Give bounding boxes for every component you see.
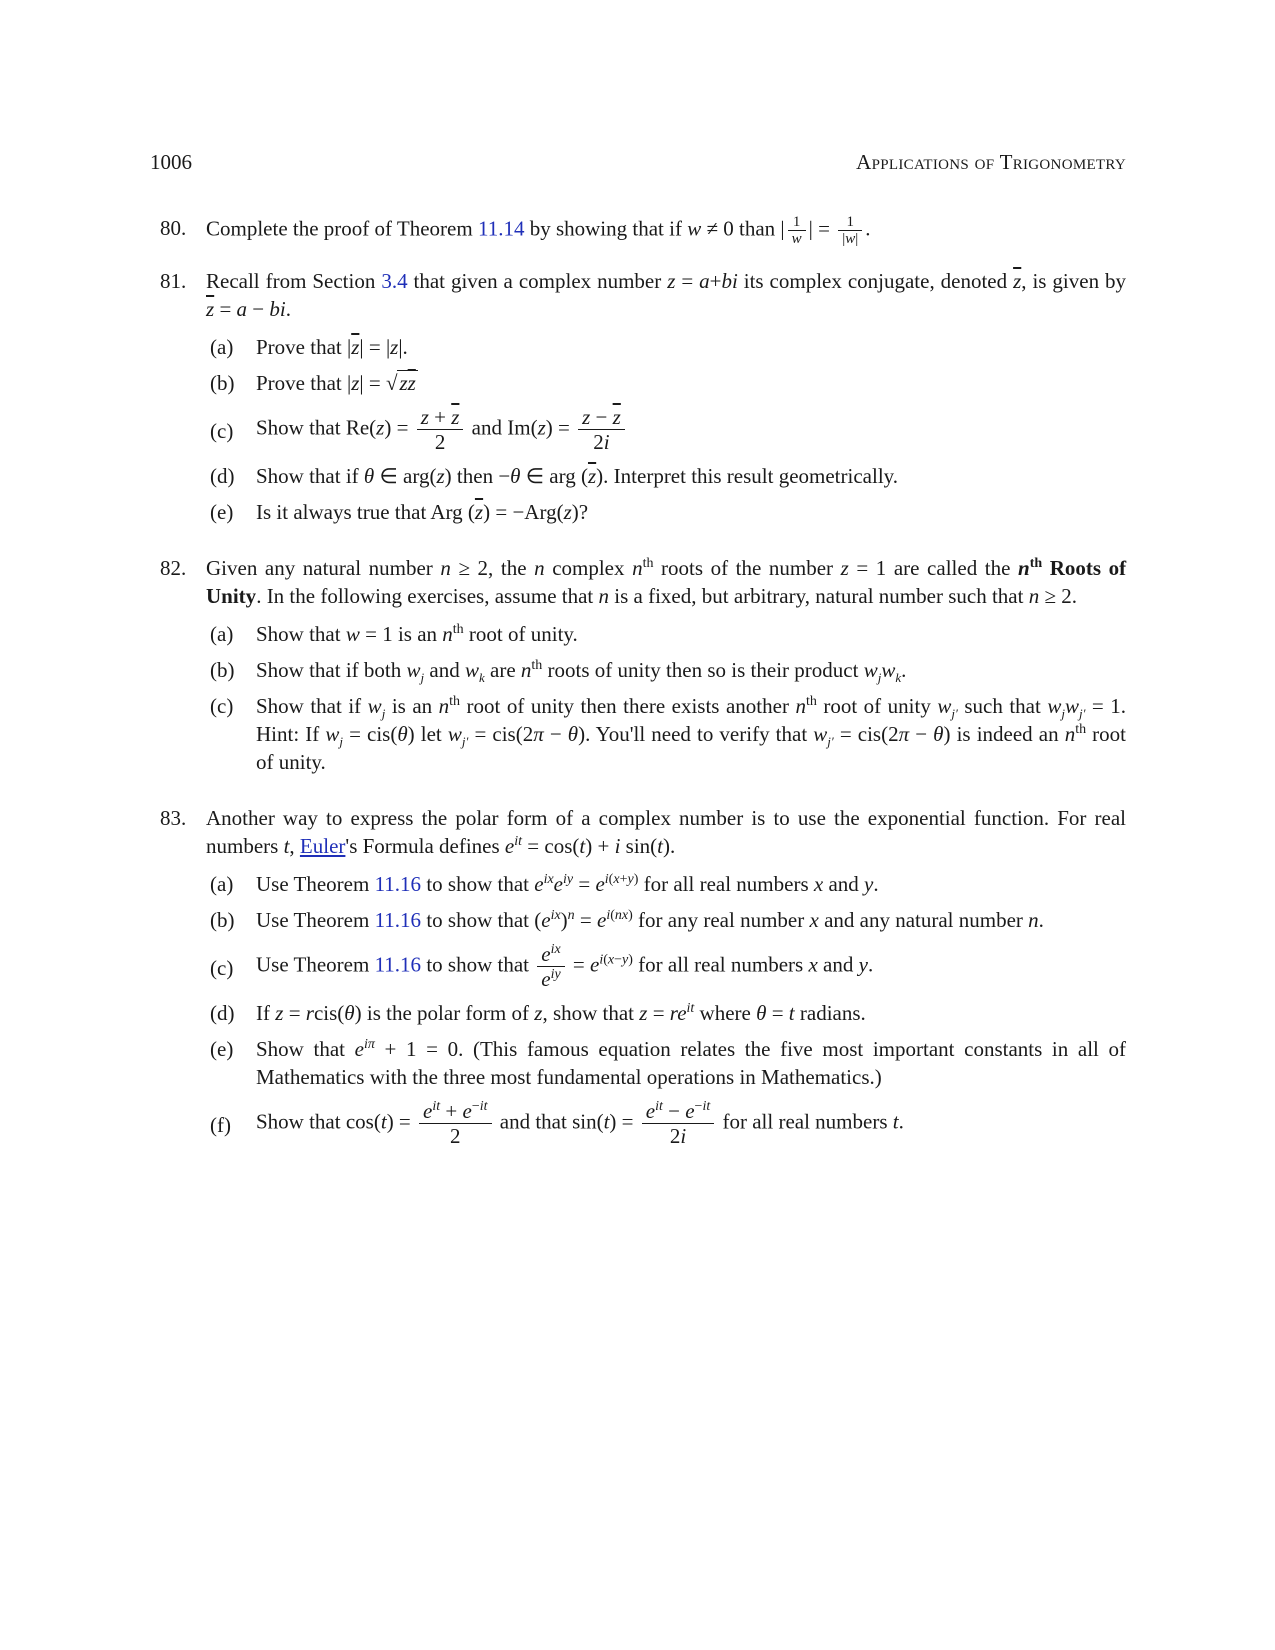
text: for any real number <box>638 908 805 932</box>
text: such that <box>964 694 1041 718</box>
text: root of unity. <box>256 722 1126 774</box>
text: for all real numbers <box>722 1109 888 1134</box>
running-head: Applications of Trigonometry <box>856 150 1126 174</box>
text: than <box>739 216 776 241</box>
text: is a fixed, but arbitrary, natural number such that <box>614 584 1024 608</box>
text: Show that <box>256 622 341 646</box>
text: Use Theorem <box>256 872 370 896</box>
part-e: (e) Show that $e^{i\pi} + 1 = 0$. (This famous equation relates the five most important constants in all of Mathematics with the three most fundamental operations in Mathematics.) <box>210 1037 1127 1089</box>
part-a: (a) Use Theorem 11.16 to show that $e^{ix}e^{iy} = e^{i(x+y)}$ for all real numbers x and y. <box>210 872 879 896</box>
text: and <box>429 658 460 682</box>
text: is an <box>397 622 438 646</box>
text: for all real numbers <box>638 952 804 977</box>
part-label: (f) <box>210 1113 231 1137</box>
part-d: (d) If z = rcis(θ) is the polar form of z, show that $z = re^{it}$ where θ = t radians. <box>210 1001 866 1025</box>
text: its complex conjugate, denoted <box>743 269 1008 293</box>
section-link[interactable]: 3.4 <box>381 269 408 293</box>
part-label: (c) <box>210 419 234 443</box>
text: , is given by <box>1021 269 1127 293</box>
text: . Hint: If <box>256 694 1127 746</box>
exercise-list <box>160 214 1126 1168</box>
part-label: (b) <box>210 908 235 932</box>
text: 's Formula defines <box>345 834 500 858</box>
part-b: (b) Prove that $|z| = √z\overline{z}$ <box>210 371 416 395</box>
euler-link[interactable]: Euler <box>299 834 346 858</box>
text: and <box>823 952 854 977</box>
text: Use Theorem <box>256 952 370 977</box>
exercise-number: 80. <box>160 216 187 240</box>
theorem-link[interactable]: 11.14 <box>477 216 525 241</box>
text: radians. <box>799 1001 866 1025</box>
bold-term: Roots of Unity <box>206 556 1127 608</box>
text: to show that <box>426 952 529 977</box>
text: complex <box>552 556 625 580</box>
part-c: (c) Use Theorem 11.16 to show that $\frac{e^{ix}}{e^{iy}}$ = $e^{i(x-y)}$ for all real numbers x and y. <box>210 942 874 991</box>
text: Another way to express the polar form of a complex number is to use the exponential function. For real numbers <box>206 806 1126 858</box>
text: is the polar form of <box>366 1001 529 1025</box>
part-label: (e) <box>210 1037 234 1061</box>
exercise-82: 82. Given any natural number n ≥ 2, the n complex $n^{th}$ roots of the number z = 1 are called the $n^{th}$ Roots of Unity. In the following exercises, assume that n is a fixed, but arbitrary, natural number such that n ≥ 2. (a) Show that w = 1 is an $n^{th}$ root of unity. (b) Show that if both $w_j$ and $w_k$ are $n^{th}$ roots of unity then so is their product $w_jw_k$. (c) Show that if $w_j$ is an $n^{th}$ root of unity then there exists another $n^{th}$ root of unity $w_{j'}$ such that $w_jw_{j'} = 1$. Hint: If $w_j = cis(\theta)$ let $w_{j'} = cis(2\pi - \theta)$. You'll need to verify that $w_{j'} = cis(2\pi - \theta)$ is indeed an $n^{th}$ root of unity. <box>160 556 1127 774</box>
text: to show that <box>426 872 529 896</box>
text: Given any natural number <box>206 556 433 580</box>
text: , <box>289 834 295 858</box>
theorem-link[interactable]: 11.16 <box>374 908 422 932</box>
exercise-80: 80. Complete the proof of Theorem 11.14 by showing that if w ≠ 0 than | $\frac{1}{w}$ | = $\frac{1}{|w|}$ . <box>160 214 871 247</box>
part-label: (d) <box>210 464 235 488</box>
part-b: (b) Show that if both $w_j$ and $w_k$ are $n^{th}$ roots of unity then so is their product $w_jw_k$. <box>210 658 907 686</box>
part-label: (b) <box>210 658 235 682</box>
part-label: (e) <box>210 500 234 524</box>
text: is indeed an <box>956 722 1059 746</box>
page-number: 1006 <box>150 150 192 174</box>
text: for all real numbers <box>643 872 809 896</box>
text: . Interpret this result geometrically. <box>603 464 899 488</box>
text: , show that <box>542 1001 635 1025</box>
text: , the <box>488 556 527 580</box>
text: Show that <box>256 1037 345 1061</box>
text: Show that if <box>256 694 362 718</box>
part-e: (e) Is it always true that Arg $(\overline{z}) = -Arg(z)$? <box>210 500 589 524</box>
part-label: (a) <box>210 622 234 646</box>
part-d: (d) Show that if θ ∈ arg(z) then −θ ∈ arg $(\overline{z})$. Interpret this result geometrically. <box>210 464 899 488</box>
text: root of unity <box>823 694 931 718</box>
text: Use Theorem <box>256 908 370 932</box>
text: Prove that <box>256 335 342 359</box>
text: that given a complex number <box>413 269 662 293</box>
text: . You'll need to verify that <box>585 722 808 746</box>
theorem-link[interactable]: 11.16 <box>374 872 422 896</box>
part-label: (b) <box>210 371 235 395</box>
text: Show that <box>256 415 341 440</box>
text: . (This famous equation relates the five most important constants in all of Mathematics with the three most fundamental operations in Mathematics.) <box>256 1037 1127 1089</box>
text: Is it always true that <box>256 500 427 524</box>
text: is an <box>391 694 433 718</box>
part-c: (c) Show that if $w_j$ is an $n^{th}$ root of unity then there exists another $n^{th}$ root of unity $w_{j'}$ such that $w_jw_{j'} = 1$. Hint: If $w_j = cis(\theta)$ let $w_{j'} = cis(2\pi - \theta)$. You'll need to verify that $w_{j'} = cis(2\pi - \theta)$ is indeed an $n^{th}$ root of unity. <box>210 694 1127 774</box>
part-label: (c) <box>210 956 234 980</box>
text: roots of unity then so is their product <box>547 658 859 682</box>
text: are called the <box>893 556 1011 580</box>
text: let <box>420 722 442 746</box>
part-label: (a) <box>210 335 234 359</box>
text: Show that if <box>256 464 359 488</box>
text: by showing that if <box>529 216 682 241</box>
text: Show that if both <box>256 658 402 682</box>
text: root of unity then there exists another <box>466 694 789 718</box>
text: roots of the number <box>661 556 834 580</box>
theorem-link[interactable]: 11.16 <box>374 952 422 977</box>
part-label: (c) <box>210 694 234 718</box>
part-label: (a) <box>210 872 234 896</box>
text: If <box>256 1001 270 1025</box>
page-header <box>150 150 1126 180</box>
text: are <box>490 658 516 682</box>
text: and any natural number <box>824 908 1023 932</box>
text: and <box>828 872 859 896</box>
exercise-83: 83. Another way to express the polar form of a complex number is to use the exponential function. For real numbers t, Euler's Formula defines $e^{it} = \cos(t) + i$ sin(t). (a) Use Theorem 11.16 to show that $e^{ix}e^{iy} = e^{i(x+y)}$ for all real numbers x and y. (b) Use Theorem 11.16 to show that $(e^{ix})^n = e^{i(nx)}$ for any real number x and any natural number n. (c) Use Theorem 11.16 to show that $\frac{e^{ix}}{e^{iy}}$ = $e^{i(x-y)}$ for all real numbers x and y. (d) If z = rcis(θ) is the polar form of z, show that $z = re^{it}$ where θ = t radians. (e) Show that $e^{i\pi} + 1 = 0$. (This famous equation relates the five most important constants in all of Mathematics with the three most fundamental operations in Mathematics.) (f) Show that cos(t) = $\frac{e^{it} + e^{-it}}{2}$ and that sin(t) = $\frac{e^{it} - e^{-it}}{2i}$ for all real numbers t. <box>160 806 1127 1148</box>
text: Recall from Section <box>206 269 376 293</box>
text: Show that <box>256 1109 341 1134</box>
text: then <box>456 464 494 488</box>
text: to show that <box>426 908 529 932</box>
text: Prove that <box>256 371 342 395</box>
exercise-number: 83. <box>160 806 187 830</box>
text: and that <box>499 1109 567 1134</box>
part-c: (c) Show that Re(z) = $\frac{z + \overline{z}}{2}$ and Im(z) = $\frac{z - \overline{z}}{2i}$ <box>210 405 1126 454</box>
text: where <box>699 1001 751 1025</box>
part-b: (b) Use Theorem 11.16 to show that $(e^{ix})^n = e^{i(nx)}$ for any real number x and any natural number n. <box>210 908 1044 932</box>
exercise-81: 81. Recall from Section 3.4 that given a complex number z = a+bi its complex conjugate, denoted $\overline{z}$, is given by $\overline{z} = a$ − bi. (a) Prove that $|\overline{z}| = |z|$. (b) Prove that $|z| = √z\overline{z}$ (c) Show that Re(z) = $\frac{z + \overline{z}}{2}$ and Im(z) = $\frac{z - \overline{z}}{2i}$ (d) Show that if θ ∈ arg(z) then −θ ∈ arg $(\overline{z})$. Interpret this result geometrically. (e) Is it always true that Arg $(\overline{z}) = -Arg(z)$? <box>160 269 1127 524</box>
part-a: (a) Prove that $|\overline{z}| = |z|$. <box>210 335 408 359</box>
text: . In the following exercises, assume that <box>256 584 594 608</box>
text: and <box>471 415 502 440</box>
exercise-number: 82. <box>160 556 187 580</box>
part-f: (f) Show that cos(t) = $\frac{e^{it} + e^{-it}}{2}$ and that sin(t) = $\frac{e^{it} - e^{-it}}{2i}$ for all real numbers t. <box>210 1099 904 1148</box>
part-a: (a) Show that w = 1 is an $n^{th}$ root of unity. <box>210 622 578 646</box>
exercise-number: 81. <box>160 269 187 293</box>
part-label: (d) <box>210 1001 235 1025</box>
text: Complete the proof of Theorem <box>206 216 473 241</box>
text: root of unity. <box>468 622 578 646</box>
